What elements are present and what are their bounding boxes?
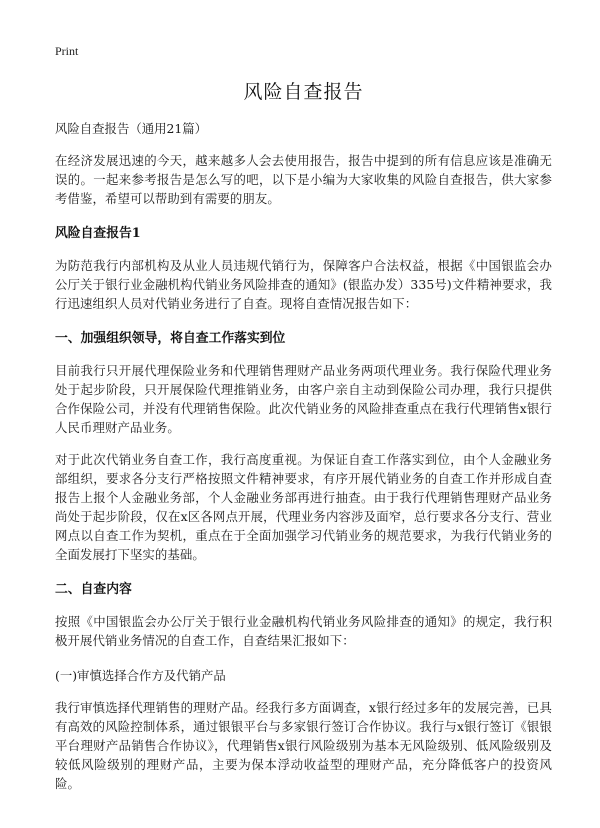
print-link[interactable]: Print [55, 44, 79, 58]
subsection1-paragraph-1: 我行审慎选择代理销售的理财产品。经我行多方面调查，x银行经过多年的发展完善，已具有高效的风险控制体系，通过银银平台与多家银行签订合作协议。我行与x银行签订《银银平台理财产品销售合作协议》，代理销售x银行风险级别为基本无风险级别、低风险级别及较低风险级别的理财产品，主要为保本浮动收益型的理财产品，充分降低客户的投资风险。 [55, 700, 552, 791]
section1-heading: 一、加强组织领导，将自查工作落实到位 [55, 331, 286, 346]
document-subtitle: 风险自查报告（通用21篇） [55, 121, 208, 136]
section1-paragraph-1: 目前我行只开展代理保险业务和代理销售理财产品业务两项代理业务。我行保险代理业务处于起步阶段，只开展保险代理推销业务，由客户亲自主动到保险公司办理，我行只提供合作保险公司，并没有代理销售保险。此次代销业务的风险排查重点在我行代理销售x银行人民币理财产品业务。 [55, 363, 552, 435]
report1-heading: 风险自查报告1 [55, 226, 141, 241]
section2-heading: 二、自查内容 [55, 582, 132, 597]
page-title: 风险自查报告 [243, 81, 364, 103]
intro-paragraph: 在经济发展迅速的今天，越来越多人会去使用报告，报告中提到的所有信息应该是准确无误的。一起来参考报告是怎么写的吧，以下是小编为大家收集的风险自查报告，供大家参考借鉴，希望可以帮助到有需要的朋友。 [55, 153, 552, 206]
report1-intro-paragraph: 为防范我行内部机构及从业人员违规代销行为，保障客户合法权益，根据《中国银监会办公厅关于银行业金融机构代销业务风险排查的通知》(银监办发）335号)文件精神要求，我行迅速组织人员对代销业务进行了自查。现将自查情况报告如下： [55, 258, 552, 311]
section1-paragraph-2: 对于此次代销业务自查工作，我行高度重视。为保证自查工作落实到位，由个人金融业务部组织，要求各分支行严格按照文件精神要求，有序开展代销业务的自查工作并形成自查报告上报个人金融业务部，个人金融业务部再进行抽查。由于我行代理销售理财产品业务尚处于起步阶段，仅在x区各网点开展，代理业务内容涉及面窄，总行要求各分支行、营业网点以自查工作为契机，重点在于全面加强学习代销业务的规范要求，为我行代销业务的全面发展打下坚实的基础。 [55, 452, 552, 562]
subsection1-heading: (一)审慎选择合作方及代销产品 [55, 668, 226, 683]
section2-paragraph-1: 按照《中国银监会办公厅关于银行业金融机构代销业务风险排查的通知》的规定，我行积极开展代销业务情况的自查工作，自查结果汇报如下： [55, 614, 552, 648]
